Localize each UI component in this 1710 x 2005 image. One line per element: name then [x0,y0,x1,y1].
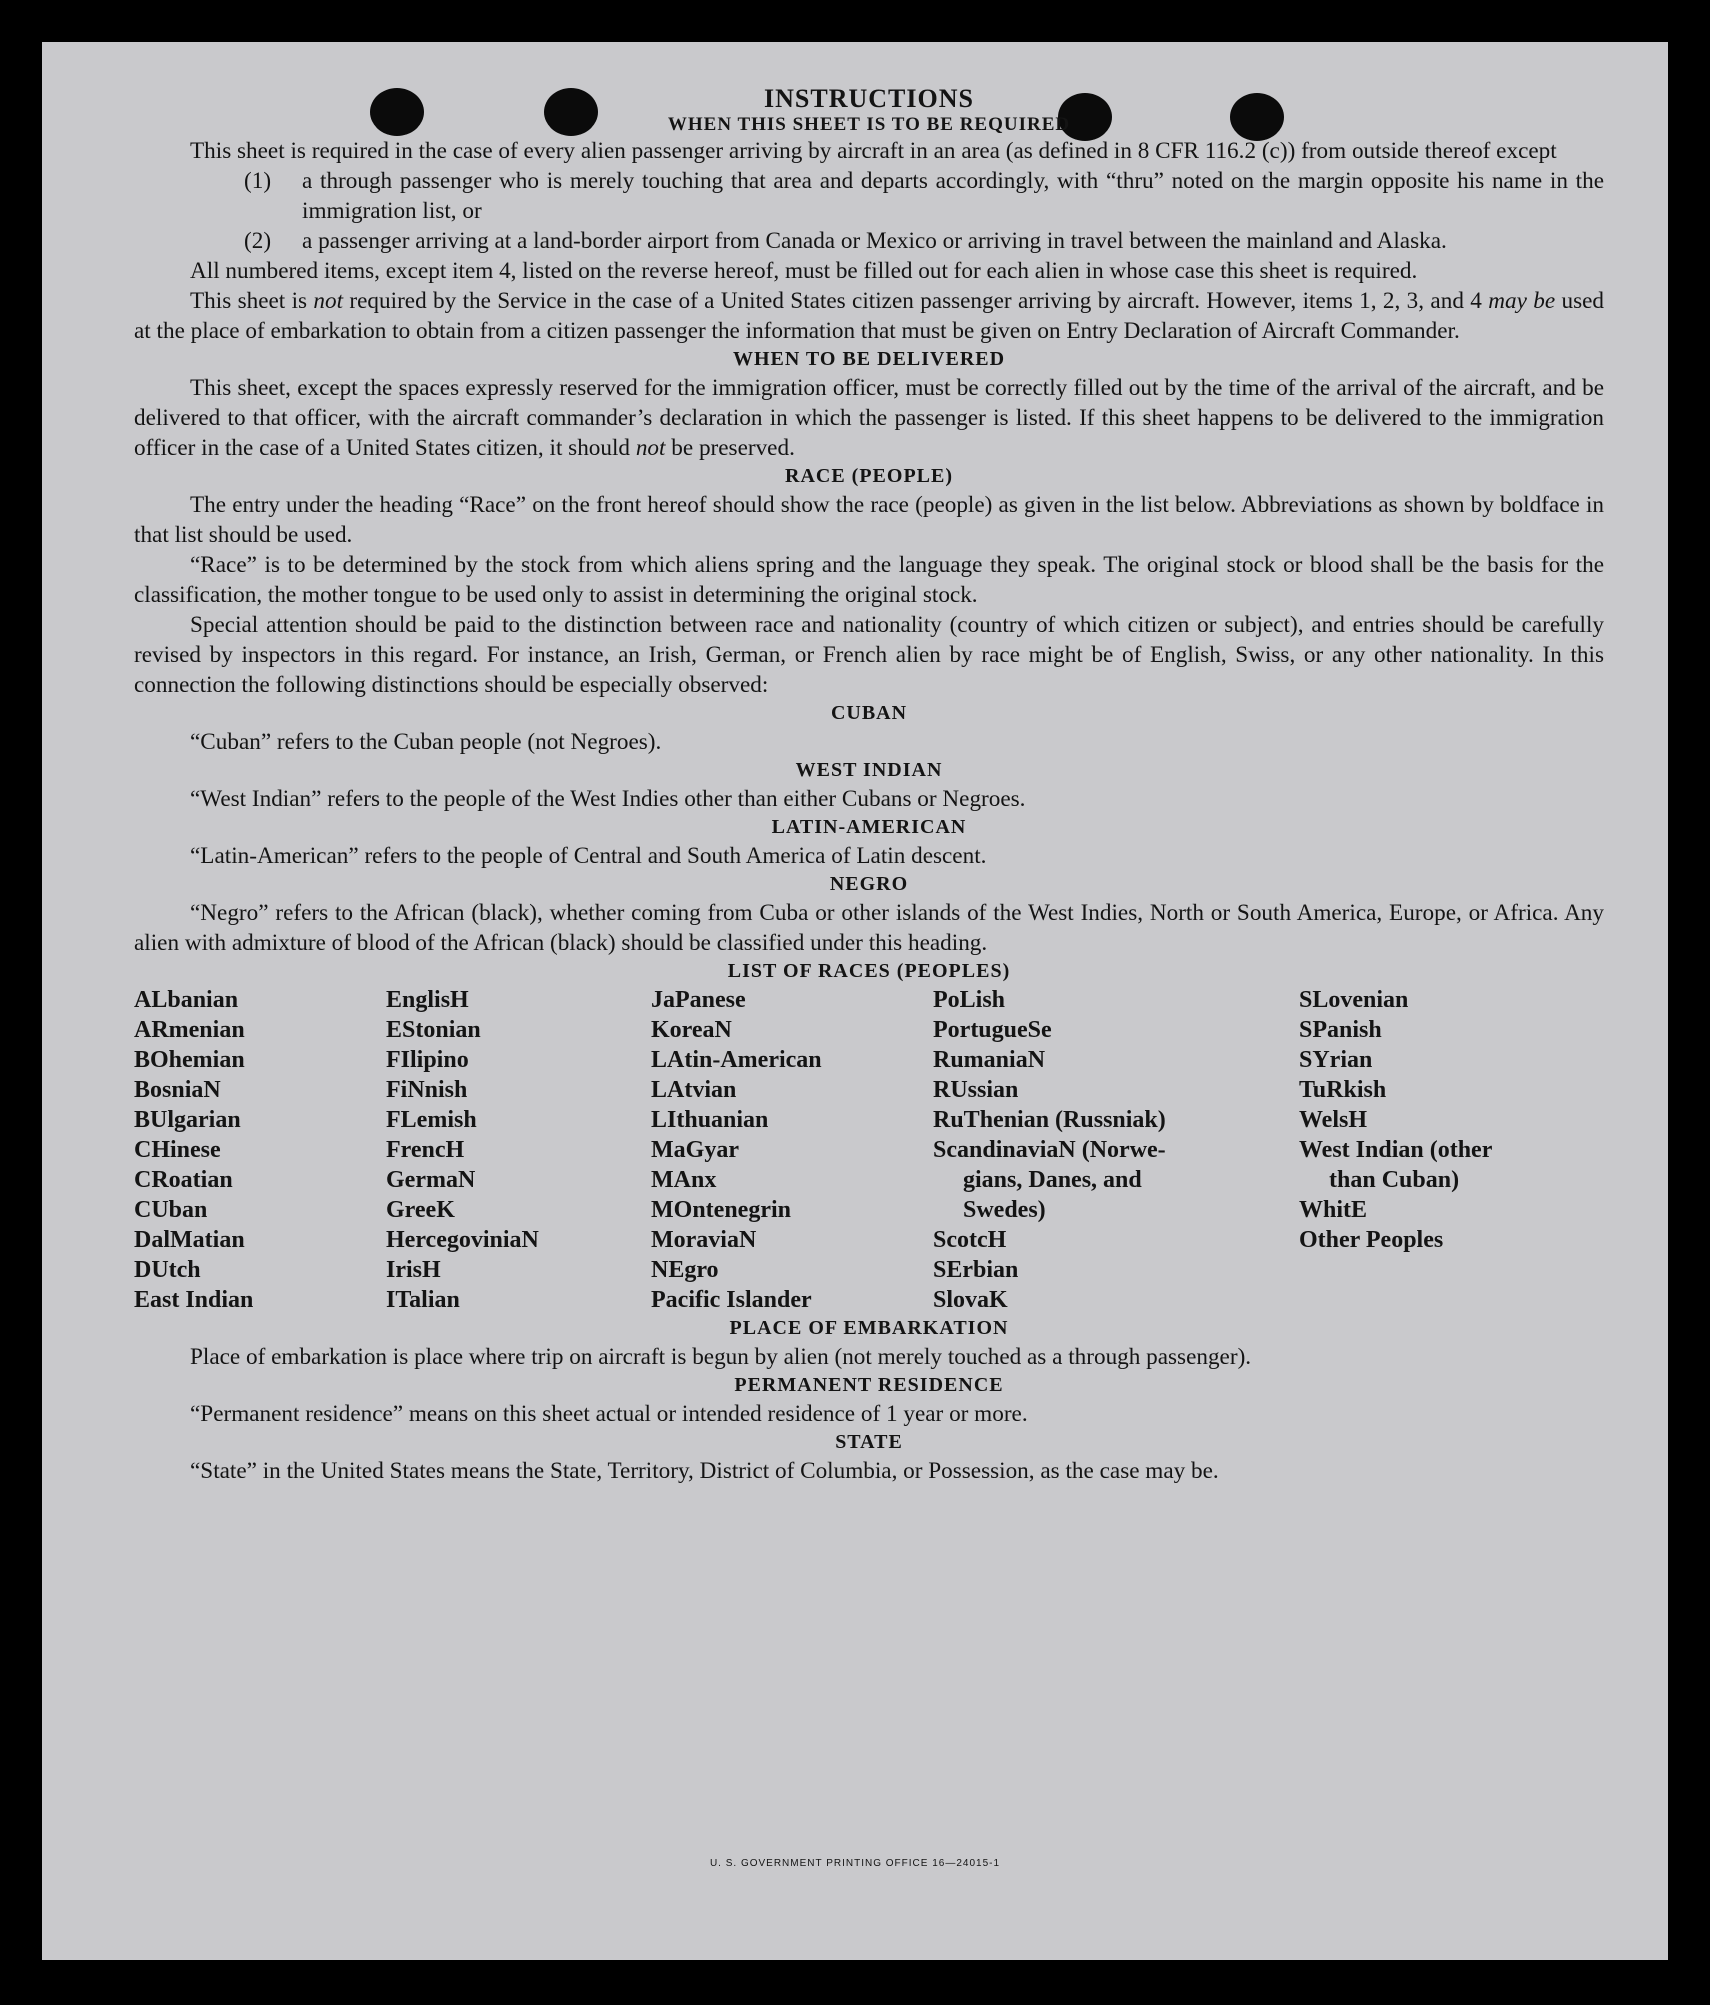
printer-imprint: U. S. GOVERNMENT PRINTING OFFICE 16—24015-1 [709,1858,1001,1869]
heading-when-required: WHEN THIS SHEET IS TO BE REQUIRED [667,114,1071,135]
race-item: ScotcH [933,1227,1007,1253]
heading-latin-american: LATIN-AMERICAN [771,816,967,838]
race-item: FiNnish [386,1077,468,1103]
race-item: NEgro [651,1257,719,1283]
race-item: TuRkish [1299,1077,1387,1103]
race-item: SLovenian [1299,987,1409,1013]
races-column-2 [386,985,651,1315]
item-number: (2) [244,228,272,254]
race-item: IrisH [386,1257,441,1283]
race-item: MAnx [651,1167,717,1193]
race-item: BOhemian [134,1047,245,1073]
race-item: WelsH [1299,1107,1368,1133]
race-item: FIlipino [386,1047,469,1073]
races-column-1 [134,985,386,1315]
race-item: EnglisH [386,987,469,1013]
race-item: CRoatian [134,1167,233,1193]
race-item: DUtch [134,1257,201,1283]
heading-state: STATE [835,1431,903,1453]
race-item: RuThenian (Russniak) [933,1107,1166,1133]
heading-west-indian: WEST INDIAN [795,759,943,781]
race-item: FLemish [386,1107,477,1133]
instructions-body [134,84,1604,1486]
race-item: MaGyar [651,1137,739,1163]
race-item: GreeK [386,1197,455,1223]
race-item: West Indian (other [1299,1137,1493,1163]
paragraph: This sheet is required in the case of every alien passenger arriving by aircraft in an area (as defined in 8 CFR 116.2 (c)) from outside thereof except [190,138,1557,164]
document-sheet [42,42,1668,1960]
race-item: EStonian [386,1017,481,1043]
heading-negro: NEGRO [829,873,909,895]
race-item: PoLish [933,987,1006,1013]
race-item: MoraviaN [651,1227,757,1253]
heading-list-of-races: LIST OF RACES (PEOPLES) [727,960,1011,982]
heading-place-of-embarkation: PLACE OF EMBARKATION [729,1317,1009,1339]
item-number: (1) [244,168,272,194]
race-item: ITalian [386,1287,460,1313]
race-item: PortugueSe [933,1017,1052,1043]
race-item: Pacific Islander [651,1287,812,1313]
race-item: LAtvian [651,1077,737,1103]
races-list [134,985,1604,1315]
race-item: LAtin-American [651,1047,822,1073]
list-item [134,226,1604,256]
paragraph: “Race” is to be determined by the stock from which aliens spring and the language they speak. The original stock or blood shall be the basis for the classification, the mother tongue to be used only to assist in determining the original stock. [134,552,1604,608]
race-item: BosniaN [134,1077,221,1103]
paragraph: “Permanent residence” means on this sheet actual or intended residence of 1 year or more. [190,1401,1028,1427]
race-item: SErbian [933,1257,1019,1283]
paragraph: The entry under the heading “Race” on the front hereof should show the race (people) as given in the list below. Abbreviations as shown by boldface in that list should be used. [134,492,1604,548]
race-item: JaPanese [651,987,746,1013]
paragraph: Special attention should be paid to the distinction between race and nationality (country of which citizen or subject), and entries should be carefully revised by inspectors in this regard. For instance, an Irish, German, or French alien by race might be of English, Swiss, or any other nationality. In this connection the following distinctions should be especially observed: [134,612,1604,698]
paragraph: “Latin-American” refers to the people of Central and South America of Latin descent. [190,843,987,869]
race-item: KoreaN [651,1017,732,1043]
paragraph: This sheet, except the spaces expressly reserved for the immigration officer, must be correctly filled out by the time of the arrival of the aircraft, and be delivered to that officer, with the aircraft commander’s declaration in which the passenger is listed. If this sheet happens to be delivered to the immigration officer in the case of a United States citizen, it should not be preserved. [134,375,1604,461]
heading-cuban: CUBAN [830,702,908,724]
race-item: SlovaK [933,1287,1008,1313]
paragraph: Place of embarkation is place where trip on aircraft is begun by alien (not merely touched as a through passenger). [190,1344,1252,1370]
race-item: GermaN [386,1167,476,1193]
page-title: INSTRUCTIONS [764,84,974,113]
race-item: East Indian [134,1287,254,1313]
race-item: CHinese [134,1137,221,1163]
race-item: ALbanian [134,987,239,1013]
race-item-continued: gians, Danes, and [963,1167,1142,1193]
list-item [134,166,1604,226]
race-item: Other Peoples [1299,1227,1444,1253]
race-item: LIthuanian [651,1107,769,1133]
races-column-3 [651,985,933,1315]
race-item: FrencH [386,1137,465,1163]
heading-permanent-residence: PERMANENT RESIDENCE [734,1374,1004,1396]
paragraph: “Negro” refers to the African (black), whether coming from Cuba or other islands of the West Indies, North or South America, Europe, or Africa. Any alien with admixture of blood of the African (black) should be classified under this heading. [134,900,1604,956]
item-text: a passenger arriving at a land-border airport from Canada or Mexico or arriving in travel between the mainland and Alaska. [302,228,1447,254]
paragraph: “Cuban” refers to the Cuban people (not Negroes). [190,729,662,755]
paragraph: “West Indian” refers to the people of the West Indies other than either Cubans or Negroes. [190,786,1026,812]
item-text: a through passenger who is merely touching that area and departs accordingly, with “thru” noted on the margin opposite his name in the immigration list, or [302,168,1604,224]
race-item: SPanish [1299,1017,1382,1043]
race-item: HercegoviniaN [386,1227,539,1253]
races-column-5 [1299,985,1604,1315]
race-item-continued: than Cuban) [1329,1167,1460,1193]
races-column-4 [933,985,1299,1315]
paragraph: “State” in the United States means the State, Territory, District of Columbia, or Possession, as the case may be. [190,1458,1219,1484]
paragraph: This sheet is not required by the Service in the case of a United States citizen passenger arriving by aircraft. However, items 1, 2, 3, and 4 may be used at the place of embarkation to obtain from a citizen passenger the information that must be given on Entry Declaration of Aircraft Commander. [134,288,1604,344]
race-item: DalMatian [134,1227,245,1253]
race-item-continued: Swedes) [963,1197,1046,1223]
heading-race: RACE (PEOPLE) [785,465,953,487]
race-item: BUlgarian [134,1107,241,1133]
race-item: RumaniaN [933,1047,1046,1073]
race-item: MOntenegrin [651,1197,791,1223]
race-item: SYrian [1299,1047,1373,1073]
race-item: ARmenian [134,1017,245,1043]
race-item: CUban [134,1197,208,1223]
race-item: RUssian [933,1077,1019,1103]
race-item: ScandinaviaN (Norwe- [933,1137,1166,1163]
race-item: WhitE [1299,1197,1368,1223]
paragraph: All numbered items, except item 4, listed on the reverse hereof, must be filled out for each alien in whose case this sheet is required. [190,258,1418,284]
heading-when-delivered: WHEN TO BE DELIVERED [732,348,1006,370]
